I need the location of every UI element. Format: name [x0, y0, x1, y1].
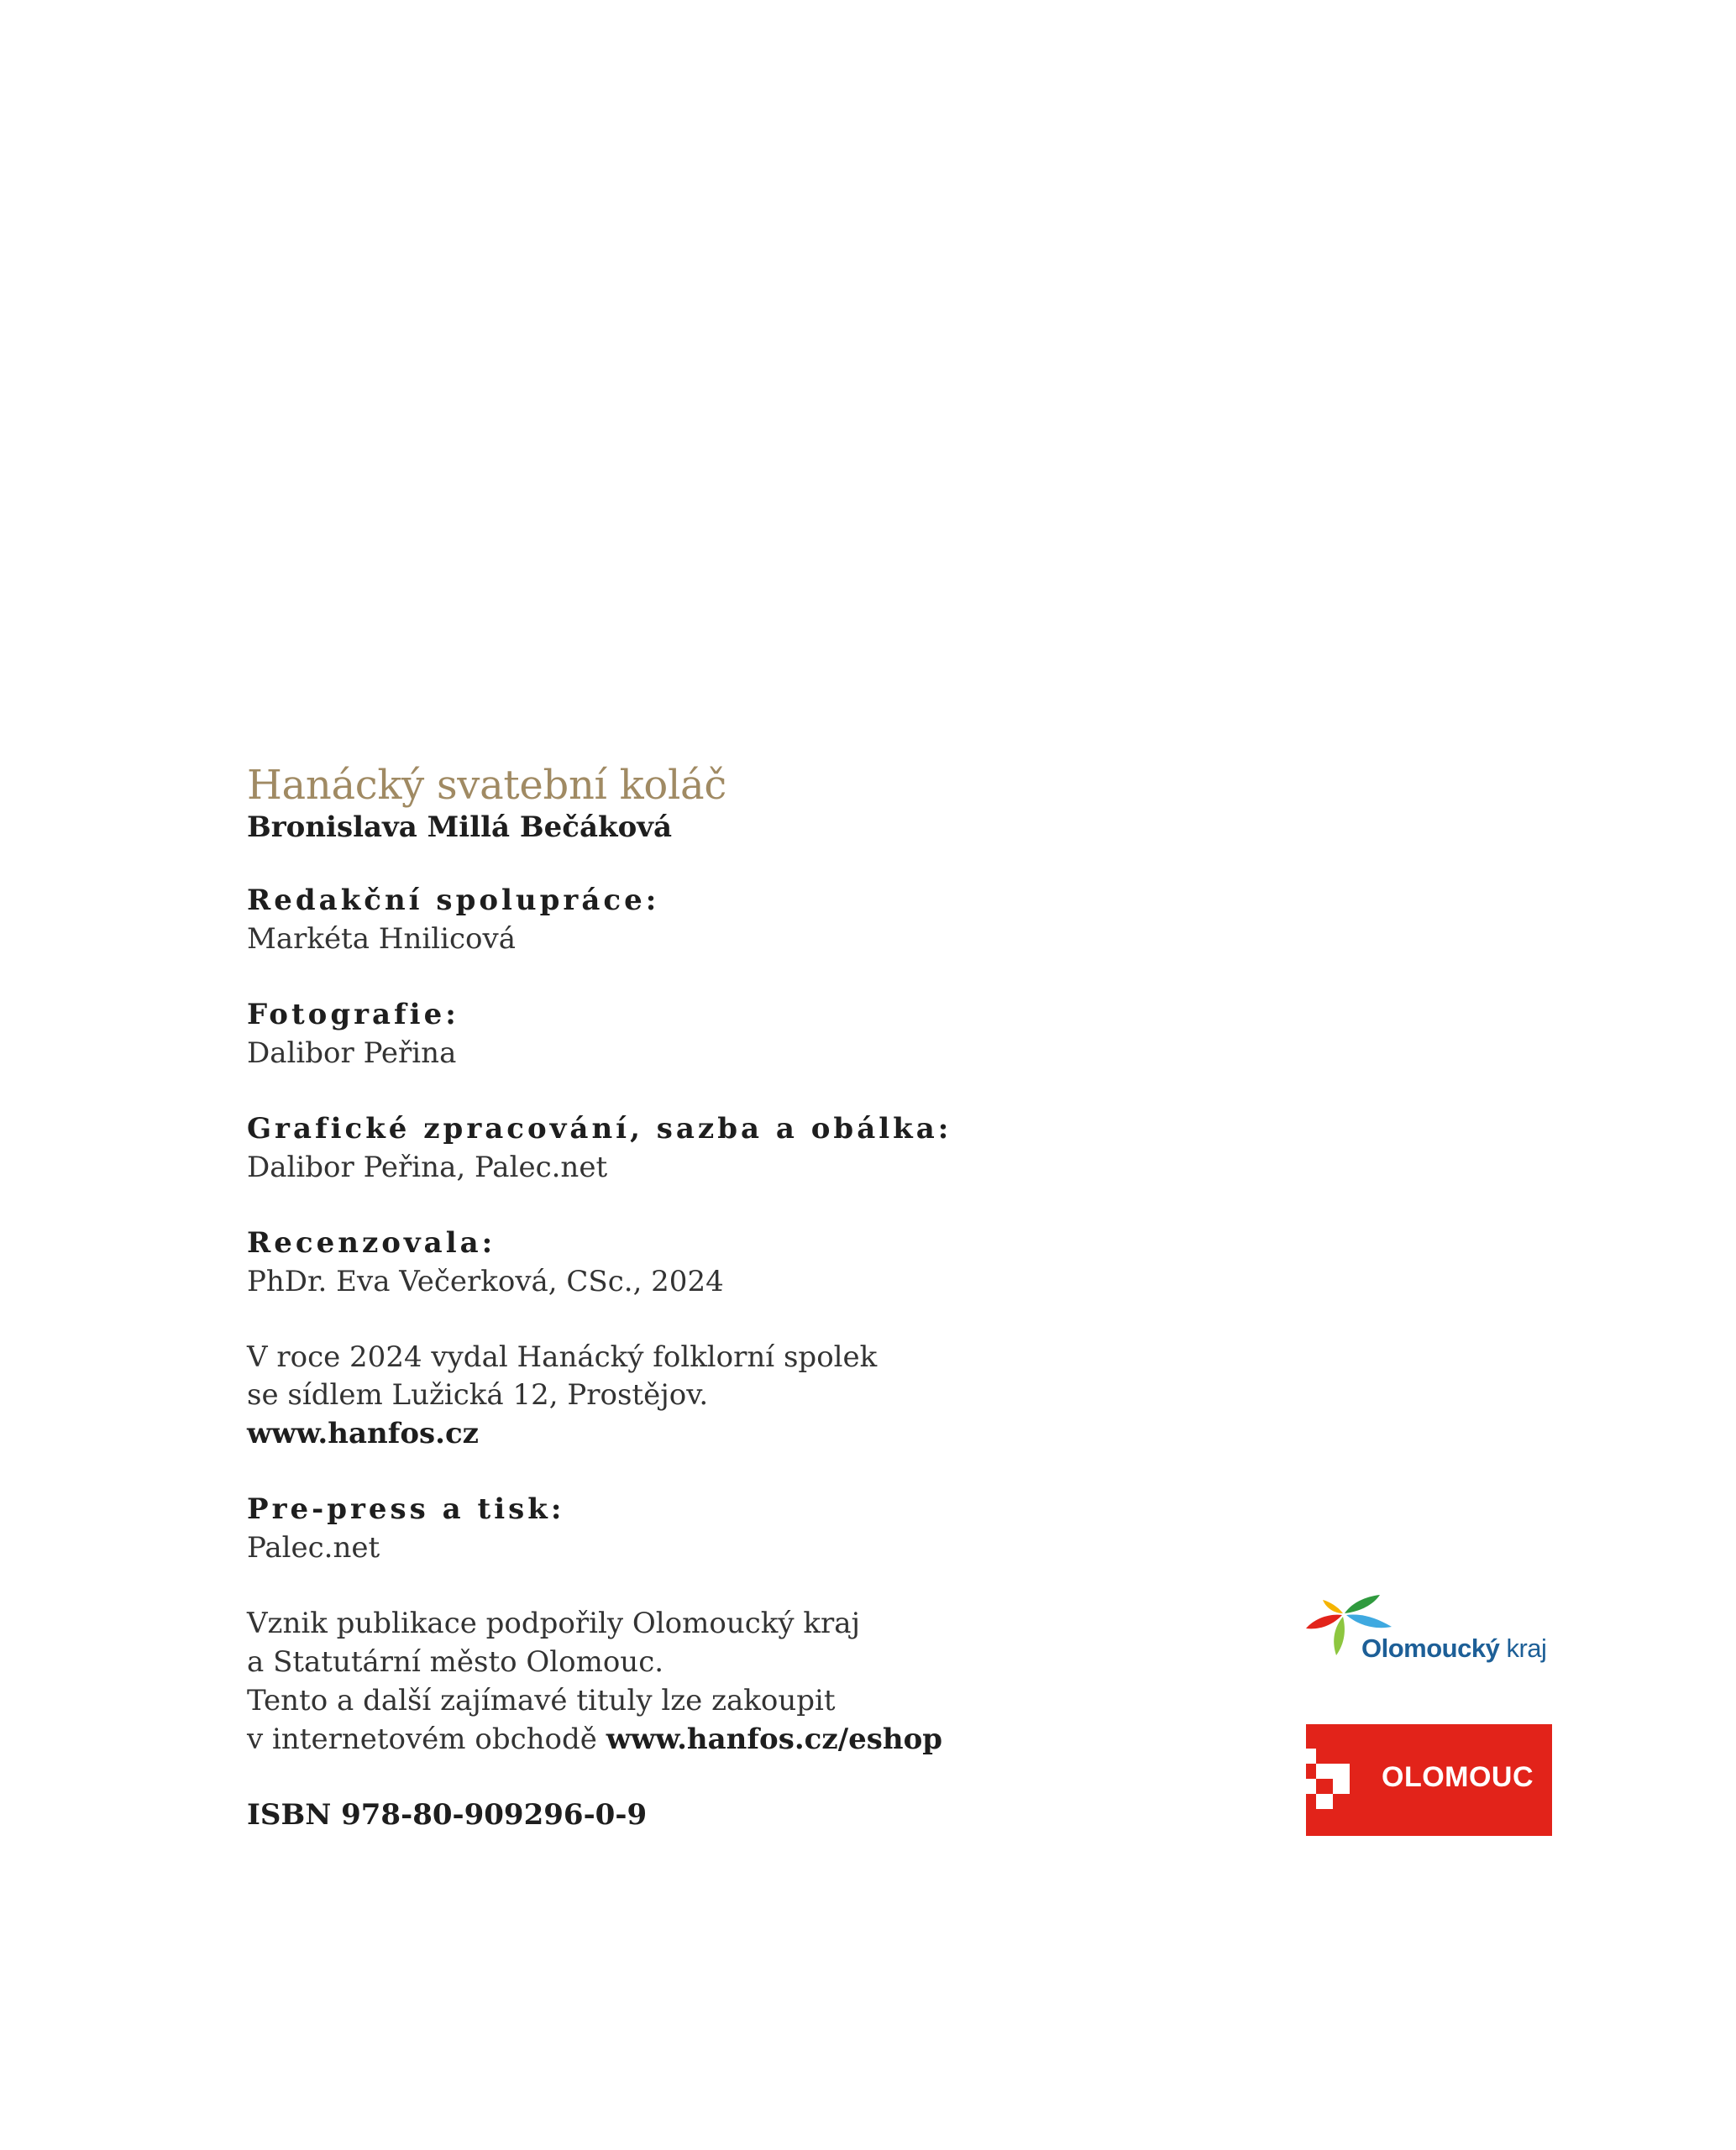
credit-label: Grafické zpracování, sazba a obálka:: [247, 1111, 952, 1146]
prepress-value: Palec.net: [247, 1531, 380, 1565]
credit-editorial: [247, 882, 1087, 959]
credit-label: Fotografie:: [247, 998, 459, 1032]
credit-label: Redakční spolupráce:: [247, 884, 660, 918]
olomoucky-kraj-logo: [1304, 1588, 1556, 1681]
prepress-print: [247, 1491, 1087, 1568]
credit-photography: [247, 996, 1087, 1073]
publisher-website-link[interactable]: www.hanfos.cz: [247, 1417, 479, 1451]
eshop-link[interactable]: www.hanfos.cz/eshop: [606, 1722, 943, 1756]
shop-prefix: v internetovém obchodě: [247, 1722, 606, 1756]
kraj-wordmark: [1361, 1633, 1546, 1664]
publisher-info: [247, 1339, 1087, 1455]
book-author: Bronislava Millá Bečáková: [247, 810, 673, 845]
checkered-eagle-icon: [1306, 1724, 1356, 1836]
book-title: Hanácký svatební koláč: [247, 762, 726, 809]
credit-value: Dalibor Peřina: [247, 1036, 457, 1071]
imprint-block: [247, 763, 1087, 1834]
publisher-address: se sídlem Lužická 12, Prostějov.: [247, 1378, 709, 1413]
city-name: OLOMOUC: [1382, 1761, 1534, 1793]
support-line: a Statutární město Olomouc.: [247, 1644, 664, 1679]
prepress-label: Pre-press a tisk:: [247, 1492, 565, 1527]
support-info: [247, 1605, 1087, 1759]
olomouc-city-logo: [1306, 1724, 1552, 1836]
isbn: ISBN 978-80-909296-0-9: [247, 1797, 648, 1832]
support-line: [247, 1721, 1087, 1759]
credit-value: PhDr. Eva Večerková, CSc., 2024: [247, 1264, 724, 1298]
credit-value: Markéta Hnilicová: [247, 922, 516, 957]
credit-reviewer: [247, 1224, 1087, 1302]
support-line: Tento a další zajímavé tituly lze zakoupit: [247, 1683, 836, 1717]
credit-design: [247, 1110, 1087, 1188]
credit-label: Recenzovala:: [247, 1225, 496, 1260]
kraj-word-kraj: kraj: [1506, 1633, 1547, 1663]
credit-value: Dalibor Peřina, Palec.net: [247, 1150, 608, 1184]
kraj-word-olomoucky: Olomoucký: [1361, 1633, 1500, 1663]
support-line: Vznik publikace podpořily Olomoucký kraj: [247, 1606, 861, 1640]
publisher-line: V roce 2024 vydal Hanácký folklorní spolek: [247, 1340, 878, 1374]
